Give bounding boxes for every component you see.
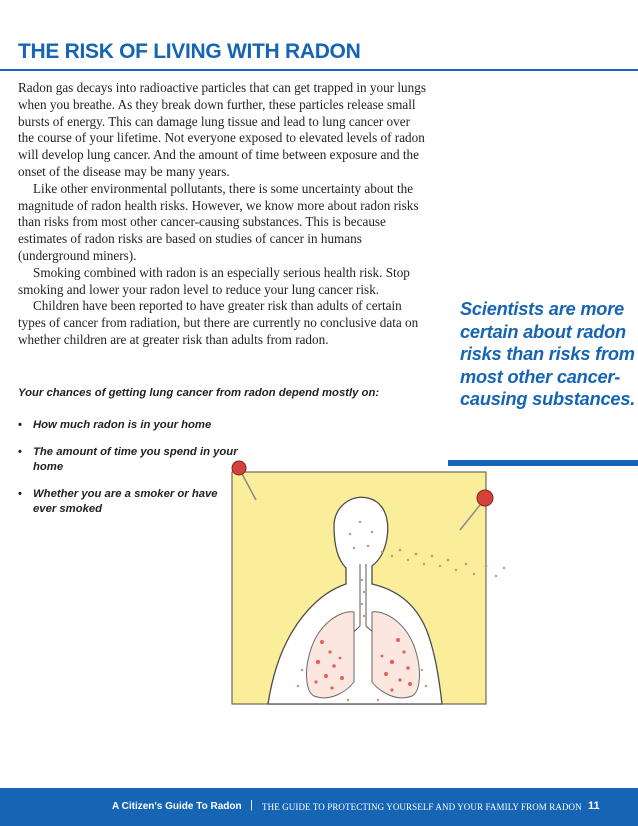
list-item-text: Whether you are a smoker or have ever smoked xyxy=(33,488,218,515)
list-item xyxy=(18,445,243,475)
paragraph-4: Children have been reported to have greater risk than adults of certain types of cancer from radiation, but there are currently no conclusive data on whether children are at greater risk than adults from radon. xyxy=(18,298,419,347)
paragraph-3: Smoking combined with radon is an especially serious health risk. Stop smoking and lower your radon level to reduce your lung cancer risk. xyxy=(18,264,410,297)
bullet-glyph: • xyxy=(18,488,22,500)
pull-quote: Scientists are more certain about radon risks than risks from most other cancer-causing substances. xyxy=(460,299,636,410)
footer-separator: | xyxy=(250,799,253,811)
list-item xyxy=(18,487,243,517)
risk-factor-list xyxy=(18,418,243,529)
page-number: 11 xyxy=(588,800,600,812)
footer-guide-title: A Citizen's Guide To Radon xyxy=(112,801,242,812)
lungs-illustration xyxy=(222,456,512,710)
paragraph-1: Radon gas decays into radioactive particles that can get trapped in your lungs when you breathe. As they break down further, these particles release small bursts of energy. This can damage lung tissue and lead to lung cancer over the course of your lifetime. Not everyone exposed to elevated levels of radon will develop lung cancer. And the amount of time between exposure and the onset of the disease may be many years. xyxy=(18,80,426,179)
chances-heading: Your chances of getting lung cancer from radon depend mostly on: xyxy=(18,387,380,399)
page-title: THE RISK OF LIVING WITH RADON xyxy=(18,40,361,63)
bullet-glyph: • xyxy=(18,446,22,458)
title-divider xyxy=(0,69,638,71)
list-item-text: How much radon is in your home xyxy=(33,419,212,431)
body-text xyxy=(18,80,428,349)
footer-subtitle: THE GUIDE TO PROTECTING YOURSELF AND YOUR FAMILY FROM RADON xyxy=(262,802,582,812)
list-item xyxy=(18,418,243,433)
paragraph-2: Like other environmental pollutants, there is some uncertainty about the magnitude of radon health risks. However, we know more about radon risks than risks from most other cancer-causing substances. This is because estimates of radon risks are based on studies of cancer in humans (underground miners). xyxy=(18,180,419,263)
bullet-glyph: • xyxy=(18,419,22,431)
list-item-text: The amount of time you spend in your home xyxy=(33,446,238,473)
